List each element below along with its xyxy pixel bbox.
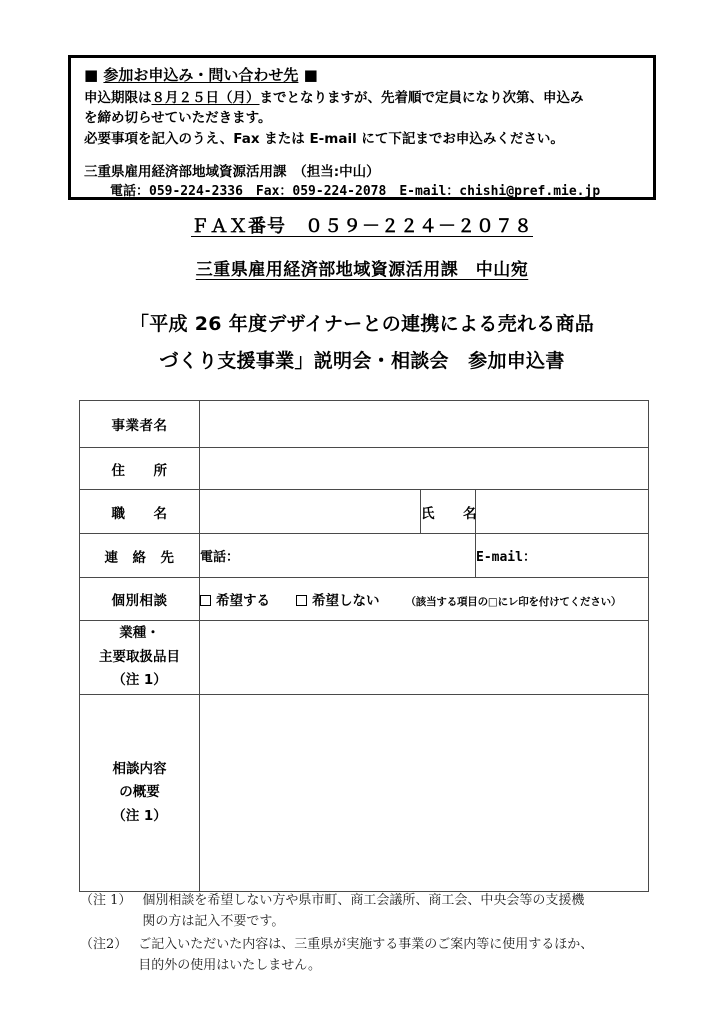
page-title-line-2: づくり支援事業」説明会・相談会 参加申込書 bbox=[159, 350, 565, 373]
contact-box-heading-text: 参加お申込み・問い合わせ先 bbox=[103, 66, 299, 84]
field-job-title[interactable] bbox=[200, 490, 421, 534]
footnotes bbox=[80, 890, 670, 978]
checkbox-label-no: 希望しない bbox=[312, 593, 380, 609]
page-title bbox=[62, 306, 662, 380]
checkbox-label-yes: 希望する bbox=[216, 593, 270, 609]
label-person-name: 氏 名 bbox=[421, 490, 476, 534]
deadline-line-1 bbox=[84, 88, 641, 109]
email-label: E-mail： bbox=[476, 550, 536, 565]
table-row-address bbox=[80, 448, 649, 490]
addressee-text: 三重県雇用経済部地域資源活用課 中山宛 bbox=[195, 260, 529, 280]
label-consultation-summary bbox=[80, 695, 200, 892]
label-job-title: 職 名 bbox=[80, 490, 200, 534]
application-form-table bbox=[79, 400, 649, 892]
table-row-business-name bbox=[80, 401, 649, 448]
checkbox-icon[interactable] bbox=[296, 595, 307, 606]
footnote-1-line-1: 個別相談を希望しない方や県市町、商工会議所、商工会、中央会等の支援機 bbox=[142, 893, 585, 908]
deadline-prefix: 申込期限は bbox=[84, 89, 152, 106]
page-title-line-1: 「平成 26 年度デザイナーとの連携による売れる商品 bbox=[129, 313, 595, 335]
deadline-line-2: を締め切らせていただきます。 bbox=[84, 110, 272, 127]
contact-box-heading bbox=[84, 64, 641, 87]
checkbox-option-no[interactable] bbox=[296, 593, 380, 609]
field-industry[interactable] bbox=[200, 621, 649, 695]
contact-box-spacer bbox=[84, 149, 641, 162]
label-industry-line-2: 主要取扱品目 bbox=[99, 648, 180, 665]
label-consultation-line-3: （注 1） bbox=[112, 807, 167, 824]
footnote-1-body bbox=[142, 890, 670, 933]
field-business-name[interactable] bbox=[200, 401, 649, 448]
footnote-2-body bbox=[138, 934, 670, 977]
heading-marker-left-icon: ■ bbox=[84, 66, 99, 84]
telephone-fax-email-line: 電話：059-224-2336 Fax：059-224-2078 E-mail：chishi@pref.mie.jp bbox=[110, 184, 601, 200]
checkbox-instruction-note: （該当する項目の□にレ印を付けてください） bbox=[405, 596, 622, 608]
field-telephone[interactable] bbox=[200, 534, 476, 578]
table-row-industry bbox=[80, 621, 649, 695]
label-contact: 連 絡 先 bbox=[80, 534, 200, 578]
deadline-suffix: までとなりますが、先着順で定員になり次第、申込み bbox=[259, 89, 584, 106]
footnote-1-tag: （注 1） bbox=[80, 893, 132, 908]
label-industry-line-1: 業種・ bbox=[119, 625, 160, 642]
label-industry bbox=[80, 621, 200, 695]
deadline-date: ８月２５日（月） bbox=[151, 89, 260, 106]
label-consultation-line-2: の概要 bbox=[119, 784, 160, 801]
addressee-heading bbox=[0, 255, 724, 280]
label-industry-line-3: （注 1） bbox=[112, 672, 167, 689]
footnote-2 bbox=[80, 934, 670, 977]
table-row-contact bbox=[80, 534, 649, 578]
field-individual-consultation bbox=[200, 578, 649, 621]
footnote-2-line-2: 目的外の使用はいたしません。 bbox=[138, 958, 322, 974]
label-business-name: 事業者名 bbox=[80, 401, 200, 448]
footnote-1-line-2: 関の方は記入不要です。 bbox=[142, 914, 285, 930]
heading-marker-right-icon: ■ bbox=[303, 66, 318, 84]
footnote-2-tag: （注2） bbox=[80, 936, 128, 952]
table-row-consultation-summary bbox=[80, 695, 649, 892]
fax-number-heading bbox=[0, 212, 724, 238]
label-address: 住 所 bbox=[80, 448, 200, 490]
checkbox-icon[interactable] bbox=[200, 595, 211, 606]
table-row-individual-consultation bbox=[80, 578, 649, 621]
field-email[interactable] bbox=[476, 534, 649, 578]
footnote-1 bbox=[80, 890, 670, 933]
footnote-2-line-1: ご記入いただいた内容は、三重県が実施する事業のご案内等に使用するほか、 bbox=[138, 936, 594, 952]
table-row-job-title-and-name bbox=[80, 490, 649, 534]
telephone-label: 電話： bbox=[200, 550, 240, 565]
field-address[interactable] bbox=[200, 448, 649, 490]
field-consultation-summary[interactable] bbox=[200, 695, 649, 892]
department-line: 三重県雇用経済部地域資源活用課 （担当:中山） bbox=[84, 164, 380, 181]
checkbox-option-yes[interactable] bbox=[200, 593, 270, 609]
label-consultation-line-1: 相談内容 bbox=[112, 760, 167, 777]
label-individual-consultation: 個別相談 bbox=[80, 578, 200, 621]
field-person-name[interactable] bbox=[476, 490, 649, 534]
fax-number-text: ＦＡＸ番号 ０５９－２２４－２０７８ bbox=[191, 216, 533, 237]
instruction-line: 必要事項を記入のうえ、Fax または E-mail にて下記までお申込みください。 bbox=[84, 130, 564, 147]
contact-info-box bbox=[68, 55, 656, 200]
